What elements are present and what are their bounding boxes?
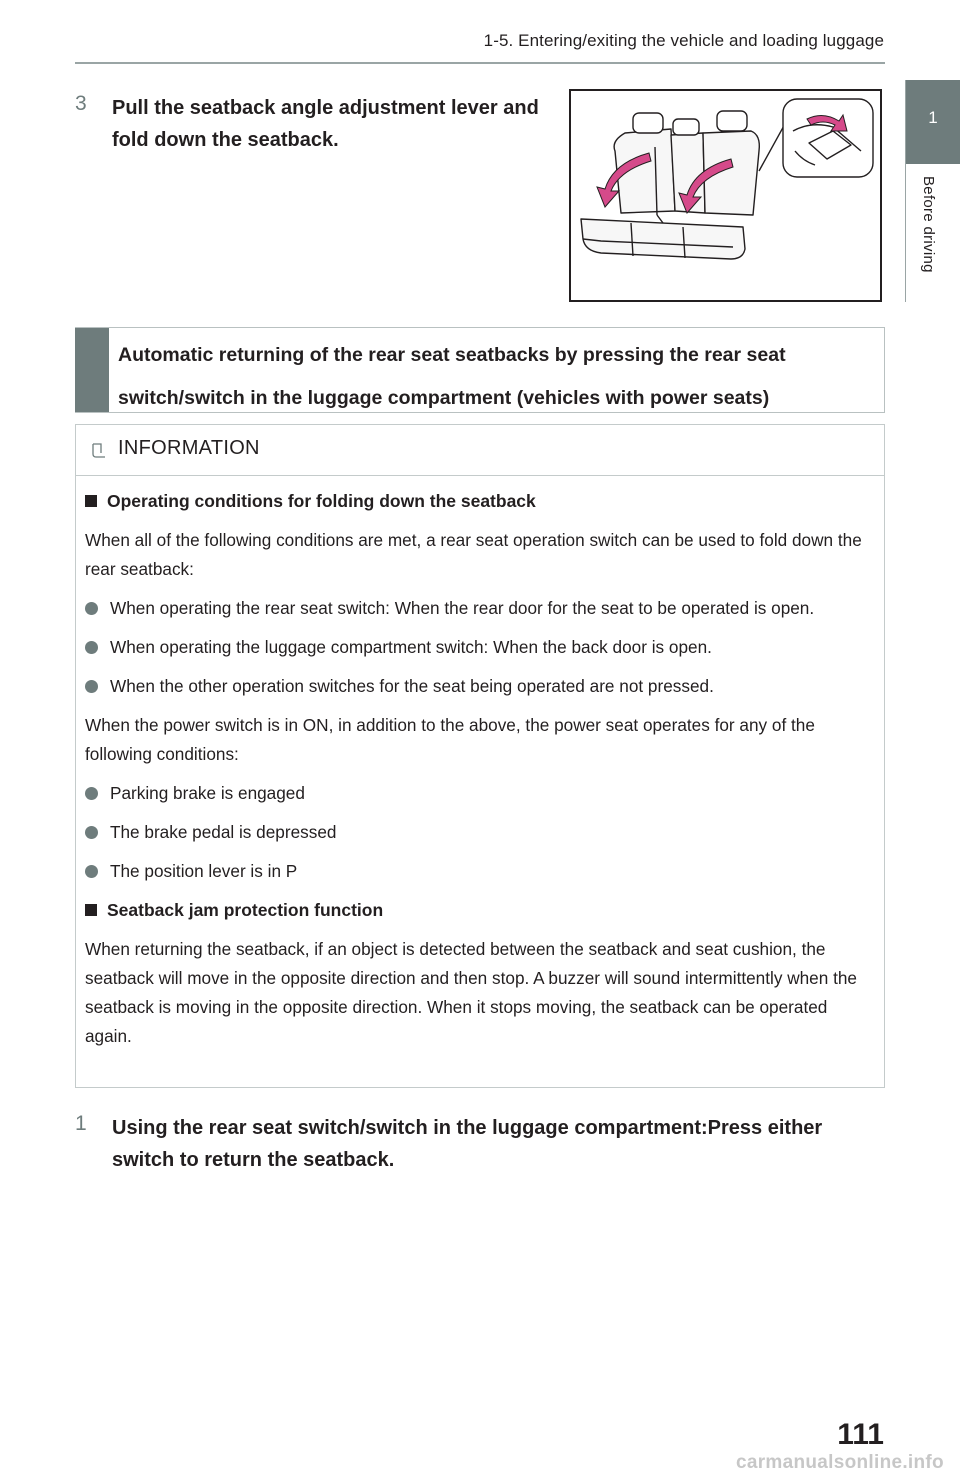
circle-bullet-icon (85, 865, 98, 878)
circle-bullet-icon (85, 680, 98, 693)
list-item (85, 779, 875, 808)
list-item-text: The brake pedal is depressed (110, 822, 337, 842)
subsection-title: Automatic returning of the rear seat seatbacks by pressing the rear seat switch/switch in the luggage compartment (vehicles with power seats) (118, 344, 786, 409)
list-item (85, 594, 875, 623)
page-number: 111 (837, 1418, 884, 1451)
heading-1-text: Operating conditions for folding down the seatback (107, 491, 536, 511)
list-item-text: The position lever is in P (110, 861, 298, 881)
chapter-title: Before driving (920, 176, 937, 273)
information-paragraph-1: When all of the following conditions are met, a rear seat operation switch can be used to fold down the rear seatback: (85, 530, 862, 579)
rear-seat-illustration (569, 89, 882, 302)
circle-bullet-icon (85, 787, 98, 800)
information-body (85, 487, 875, 1061)
information-header (76, 425, 884, 476)
information-heading-2 (85, 896, 875, 925)
subsection-heading (75, 327, 885, 413)
list-item-text: When operating the luggage compartment switch: When the back door is open. (110, 637, 712, 657)
section-title: 1-5. Entering/exiting the vehicle and loading luggage (483, 31, 884, 50)
list-item (85, 633, 875, 662)
list-item (85, 672, 875, 701)
square-bullet-icon (85, 904, 97, 916)
list-item (85, 857, 875, 886)
circle-bullet-icon (85, 826, 98, 839)
information-paragraph-2: When the power switch is in ON, in addition to the above, the power seat operates for any of the following conditions: (85, 715, 815, 764)
list-item-text: Parking brake is engaged (110, 783, 305, 803)
step-3-text: Pull the seatback angle adjustment lever and fold down the seatback. (112, 97, 539, 151)
list-item-text: When operating the rear seat switch: When the rear door for the seat to be operated is open. (110, 598, 815, 618)
seat-drawing (571, 91, 880, 300)
header-rule (75, 62, 885, 64)
square-bullet-icon (85, 495, 97, 507)
chapter-number: 1 (928, 108, 938, 127)
step-1-text: Using the rear seat switch/switch in the luggage compartment:Press either switch to return the seatback. (112, 1117, 823, 1171)
circle-bullet-icon (85, 602, 98, 615)
chapter-tab (906, 80, 960, 164)
step-number-1: 1 (75, 1112, 87, 1135)
information-title: INFORMATION (118, 437, 260, 459)
list-item-text: When the other operation switches for the seat being operated are not pressed. (110, 676, 714, 696)
circle-bullet-icon (85, 641, 98, 654)
subsection-bar (75, 328, 109, 412)
watermark: carmanualsonline.info (736, 1452, 944, 1473)
heading-2-text: Seatback jam protection function (107, 900, 384, 920)
information-box (75, 424, 885, 1088)
step-number-3: 3 (75, 92, 87, 115)
list-item (85, 818, 875, 847)
information-paragraph-3: When returning the seatback, if an object is detected between the seatback and seat cushion, the seatback will move in the opposite direction and then stop. A buzzer will sound intermittently when the seatback is moving in the opposite direction. When it stops moving, the seatback can be operated again. (85, 939, 857, 1046)
information-heading-1 (85, 487, 875, 516)
bookmark-icon (92, 443, 106, 458)
